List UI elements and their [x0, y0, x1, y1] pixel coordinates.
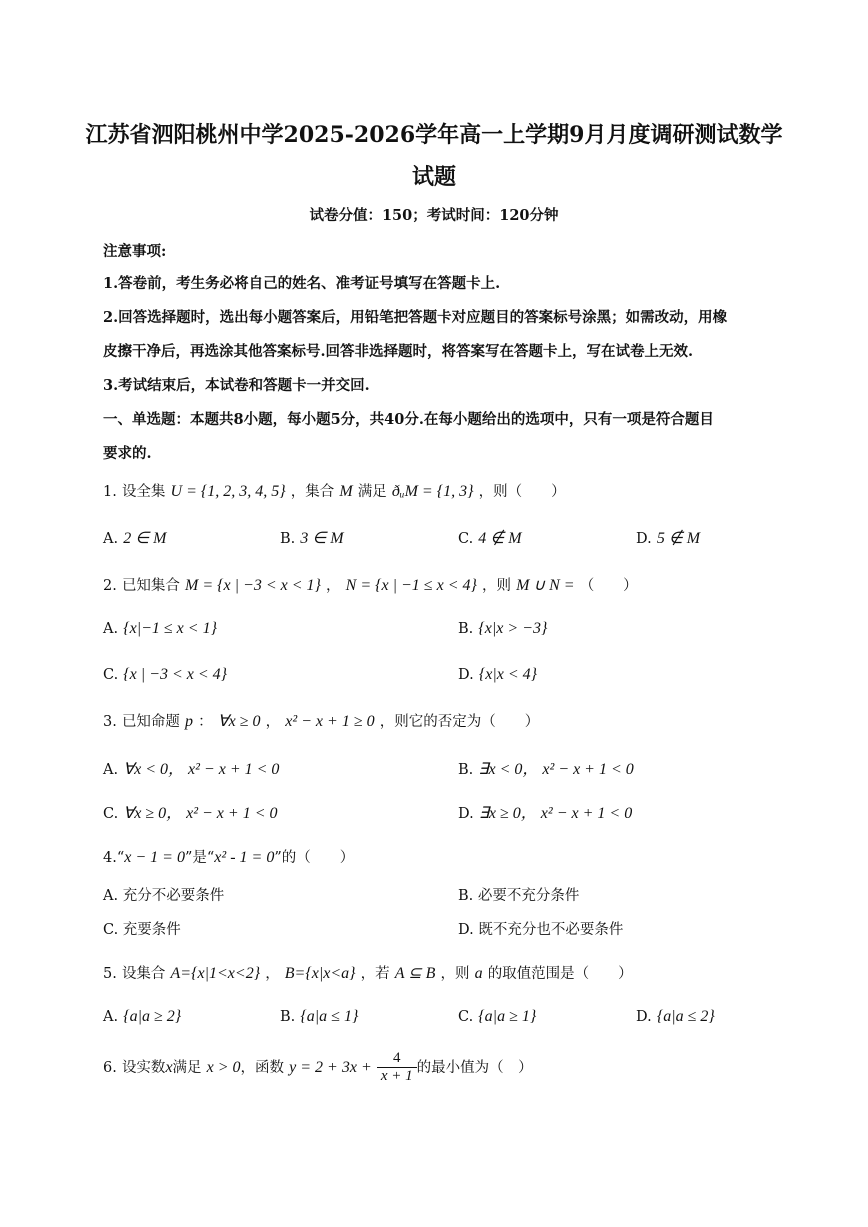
q4-option-b[interactable]: [458, 884, 579, 905]
q3-number: 3.: [103, 714, 117, 730]
q2-option-d-label: D.: [458, 667, 474, 683]
q2-math-union: M ∪ N =: [516, 577, 575, 594]
q6-math-condition: x > 0: [206, 1059, 241, 1076]
q6-math-function: y = 2 + 3x +: [289, 1059, 372, 1076]
q3-text-2: ：: [198, 714, 213, 730]
section-heading: 一、单选题：本题共8小题，每小题5分，共40分.在每小题给出的选项中，只有一项是符合题目: [103, 411, 714, 428]
q5-option-c-label: C.: [458, 1009, 474, 1025]
q1-option-c[interactable]: [458, 528, 522, 548]
exam-subtitle: 试卷分值：150；考试时间：120分钟: [309, 207, 559, 224]
q5-option-a-label: A.: [103, 1009, 119, 1025]
q1-option-d-label: D.: [636, 531, 652, 547]
q2-text-3: ，则: [481, 578, 511, 594]
q4-math-1: x − 1 = 0: [124, 849, 185, 866]
q1-math-complement: ðᵤM = {1, 3}: [391, 483, 474, 500]
q4-option-a-label: A.: [103, 888, 119, 904]
question-3: [103, 710, 539, 731]
q1-option-a[interactable]: [103, 528, 166, 548]
q1-text-4: ，则（ ）: [478, 484, 566, 500]
q4-option-a-text: 充分不必要条件: [122, 888, 225, 904]
question-5: [103, 962, 633, 983]
q3-option-d-label: D.: [458, 806, 474, 822]
notice-item-1: 1.答卷前，考生务必将自己的姓名、准考证号填写在答题卡上.: [103, 275, 501, 292]
q6-fraction-numerator: 4: [377, 1050, 417, 1068]
q1-math-M: M: [339, 483, 353, 500]
q2-option-a[interactable]: [103, 618, 217, 638]
q4-option-b-label: B.: [458, 888, 474, 904]
q6-text-4: 的: [416, 1060, 432, 1076]
question-4: [103, 846, 354, 867]
q4-text-2: ”是“: [184, 850, 215, 866]
q3-option-d-math: ∃x ≥ 0， x² − x + 1 < 0: [478, 805, 633, 822]
q5-math-subset: A ⊆ B: [394, 965, 436, 982]
q2-option-c-math: {x | −3 < x < 4}: [123, 666, 228, 683]
q2-option-a-label: A.: [103, 621, 119, 637]
notice-heading: 注意事项:: [103, 243, 167, 260]
q1-option-a-math: 2 ∈ M: [123, 530, 167, 547]
q1-number: 1.: [103, 484, 117, 500]
exam-title-line1: 江苏省泗阳桃州中学2025-2026学年高一上学期9月月度调研测试数学: [85, 122, 783, 148]
q5-option-a[interactable]: [103, 1006, 181, 1026]
question-2: [103, 574, 638, 595]
notice-item-2: 2.回答选择题时，选出每小题答案后，用铅笔把答题卡对应题目的答案标号涂黑；如需改动，用橡: [103, 309, 728, 326]
q4-option-c-label: C.: [103, 922, 119, 938]
q4-text-3: ”的（ ）: [274, 850, 355, 866]
q5-option-d[interactable]: [636, 1006, 715, 1026]
question-1: [103, 480, 566, 501]
q2-option-b-math: {x|x > −3}: [478, 620, 548, 637]
q5-option-b-math: {a|a ≤ 1}: [300, 1008, 359, 1025]
q2-number: 2.: [103, 578, 117, 594]
q1-option-a-label: A.: [103, 531, 119, 547]
q1-text-2: ，集合: [290, 484, 335, 500]
q6-text-3: ，函数: [240, 1060, 285, 1076]
q1-option-b-math: 3 ∈ M: [300, 530, 344, 547]
q4-option-d-text: 既不充分也不必要条件: [478, 922, 624, 938]
q3-option-b-label: B.: [458, 762, 474, 778]
q3-option-c[interactable]: [103, 800, 278, 823]
q1-text-1: 设全集: [121, 484, 166, 500]
q5-option-a-math: {a|a ≥ 2}: [123, 1008, 182, 1025]
q3-math-p: p: [185, 713, 194, 730]
q3-option-d[interactable]: [458, 800, 632, 823]
q2-text-1: 已知集合: [121, 578, 180, 594]
q1-option-d[interactable]: [636, 528, 700, 548]
q3-option-b-math: ∃x < 0， x² − x + 1 < 0: [478, 761, 634, 778]
notice-item-2-cont: 皮擦干净后，再选涂其他答案标号.回答非选择题时，将答案写在答题卡上，写在试卷上无效.: [103, 343, 694, 360]
q1-option-b-label: B.: [280, 531, 296, 547]
q2-option-a-math: {x|−1 ≤ x < 1}: [123, 620, 217, 637]
q2-option-b-label: B.: [458, 621, 474, 637]
q3-text-3: ，: [265, 714, 281, 730]
q5-math-a: a: [474, 965, 483, 982]
q5-option-c[interactable]: [458, 1006, 536, 1026]
q2-text-2: ，: [326, 578, 341, 594]
q4-option-c[interactable]: [103, 918, 181, 939]
q5-math-set-B: B={x|x<a}: [284, 965, 356, 982]
q1-option-c-math: 4 ∉ M: [478, 530, 522, 547]
q6-number: 6.: [103, 1060, 117, 1076]
section-heading-cont: 要求的.: [103, 445, 152, 462]
notice-item-3: 3.考试结束后，本试卷和答题卡一并交回.: [103, 377, 370, 394]
q5-option-d-math: {a|a ≤ 2}: [656, 1008, 715, 1025]
q3-option-b[interactable]: [458, 756, 634, 779]
q3-text-4: ，则它的否定为（ ）: [379, 714, 540, 730]
q4-option-d[interactable]: [458, 918, 623, 939]
q5-text-5: 的取值范围是（ ）: [487, 966, 633, 982]
q2-option-c-label: C.: [103, 667, 119, 683]
q1-option-d-math: 5 ∉ M: [656, 530, 701, 547]
q3-option-c-math: ∀x ≥ 0， x² − x + 1 < 0: [123, 805, 278, 822]
q5-option-d-label: D.: [636, 1009, 652, 1025]
q5-text-2: ，: [265, 966, 280, 982]
q6-fraction: [377, 1050, 417, 1085]
q6-fraction-denominator: x + 1: [380, 1068, 413, 1084]
q5-text-1: 设集合: [121, 966, 166, 982]
q3-math-inequality: x² − x + 1 ≥ 0: [285, 713, 375, 730]
q5-number: 5.: [103, 966, 117, 982]
q3-option-c-label: C.: [103, 806, 119, 822]
q1-text-3: 满足: [357, 484, 387, 500]
question-6: [103, 1050, 533, 1085]
q5-text-4: ，则: [440, 966, 470, 982]
q2-option-d[interactable]: [458, 664, 537, 684]
q1-option-c-label: C.: [458, 531, 474, 547]
q5-option-b-label: B.: [280, 1009, 296, 1025]
q2-option-c[interactable]: [103, 664, 227, 684]
q4-math-2: x² - 1 = 0: [214, 849, 275, 866]
q5-option-c-math: {a|a ≥ 1}: [478, 1008, 537, 1025]
q1-math-universal-set: U = {1, 2, 3, 4, 5}: [170, 483, 286, 500]
exam-title-line2: 试题: [411, 164, 456, 190]
q4-option-a[interactable]: [103, 884, 224, 905]
q1-option-b[interactable]: [280, 528, 344, 548]
q4-option-b-text: 必要不充分条件: [477, 888, 580, 904]
q2-text-4: （ ）: [579, 578, 638, 594]
q6-text-2: 满足: [172, 1060, 202, 1076]
q5-text-3: ，若: [360, 966, 390, 982]
q6-text-5: 最小值为（ ）: [431, 1060, 533, 1076]
q6-math-x: x: [165, 1059, 173, 1076]
q4-text-1: “: [116, 850, 125, 866]
q3-option-a-label: A.: [103, 762, 119, 778]
q6-text-1: 设实数: [121, 1060, 166, 1076]
q3-option-a-math: ∀x < 0， x² − x + 1 < 0: [123, 761, 280, 778]
q4-number: 4.: [103, 850, 117, 866]
q3-option-a[interactable]: [103, 756, 279, 779]
q3-text-1: 已知命题: [121, 714, 180, 730]
q5-option-b[interactable]: [280, 1006, 358, 1026]
q4-option-c-text: 充要条件: [122, 922, 181, 938]
q3-math-quantifier: ∀x ≥ 0: [217, 713, 261, 730]
q5-math-set-A: A={x|1<x<2}: [170, 965, 261, 982]
q4-option-d-label: D.: [458, 922, 474, 938]
q2-math-set-N: N = {x | −1 ≤ x < 4}: [345, 577, 477, 594]
q2-math-set-M: M = {x | −3 < x < 1}: [185, 577, 321, 594]
q2-option-b[interactable]: [458, 618, 547, 638]
q2-option-d-math: {x|x < 4}: [478, 666, 538, 683]
